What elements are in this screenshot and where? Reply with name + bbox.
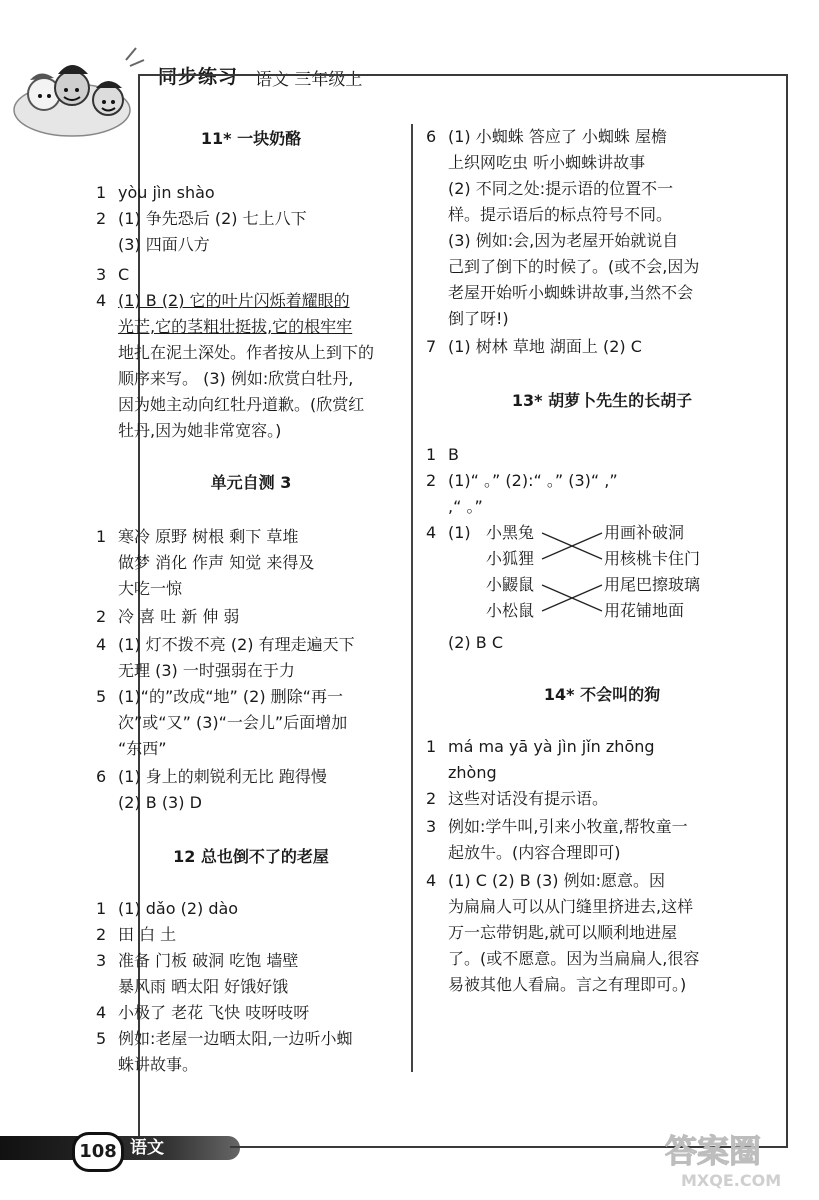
watermark-logo-icon — [659, 1122, 809, 1192]
match-right-item: 用核桃卡住门 — [604, 549, 701, 568]
match-right-item: 用花铺地面 — [604, 601, 685, 620]
svg-text:答案圈: 答案圈 — [665, 1132, 762, 1170]
match-left-item: 小松鼠 — [486, 601, 535, 620]
match-right-item: 用尾巴擦玻璃 — [604, 575, 701, 594]
section-title-unit3: 单元自测 3 — [210, 473, 292, 492]
cartoon-kids-logo-icon — [10, 30, 150, 140]
match-left-item: 小狐狸 — [486, 549, 535, 568]
matching-question: 4 (1) 小黑兔 小狐狸 小鼹鼠 小松鼠 用画补破洞 用核桃卡住门 用尾巴擦玻璃 用花铺地面 (2) B C — [426, 520, 778, 660]
svg-text:MXQE.COM: MXQE.COM — [681, 1171, 782, 1190]
section-title-13: 13* 胡萝卜先生的长胡子 — [511, 391, 693, 410]
match-left-item: 小黑兔 — [486, 523, 535, 542]
match-right-item: 用画补破洞 — [604, 523, 685, 542]
section-title-12: 12 总也倒不了的老屋 — [173, 847, 329, 866]
footer-subject: 语文 — [130, 1138, 164, 1158]
column-divider — [411, 124, 413, 1072]
section-title-11: 11* 一块奶酪 — [200, 129, 302, 148]
page-number: 108 — [72, 1132, 124, 1172]
matching-lines — [540, 520, 606, 628]
section-title-14: 14* 不会叫的狗 — [543, 685, 661, 704]
subject-grade-label: 语文 三年级上 — [255, 70, 363, 90]
match-left-item: 小鼹鼠 — [486, 575, 535, 594]
series-title: 同步练习 — [158, 66, 239, 88]
matching-area: (1) 小黑兔 小狐狸 小鼹鼠 小松鼠 用画补破洞 用核桃卡住门 用尾巴擦玻璃 用花铺地面 (2) B C — [448, 520, 748, 632]
